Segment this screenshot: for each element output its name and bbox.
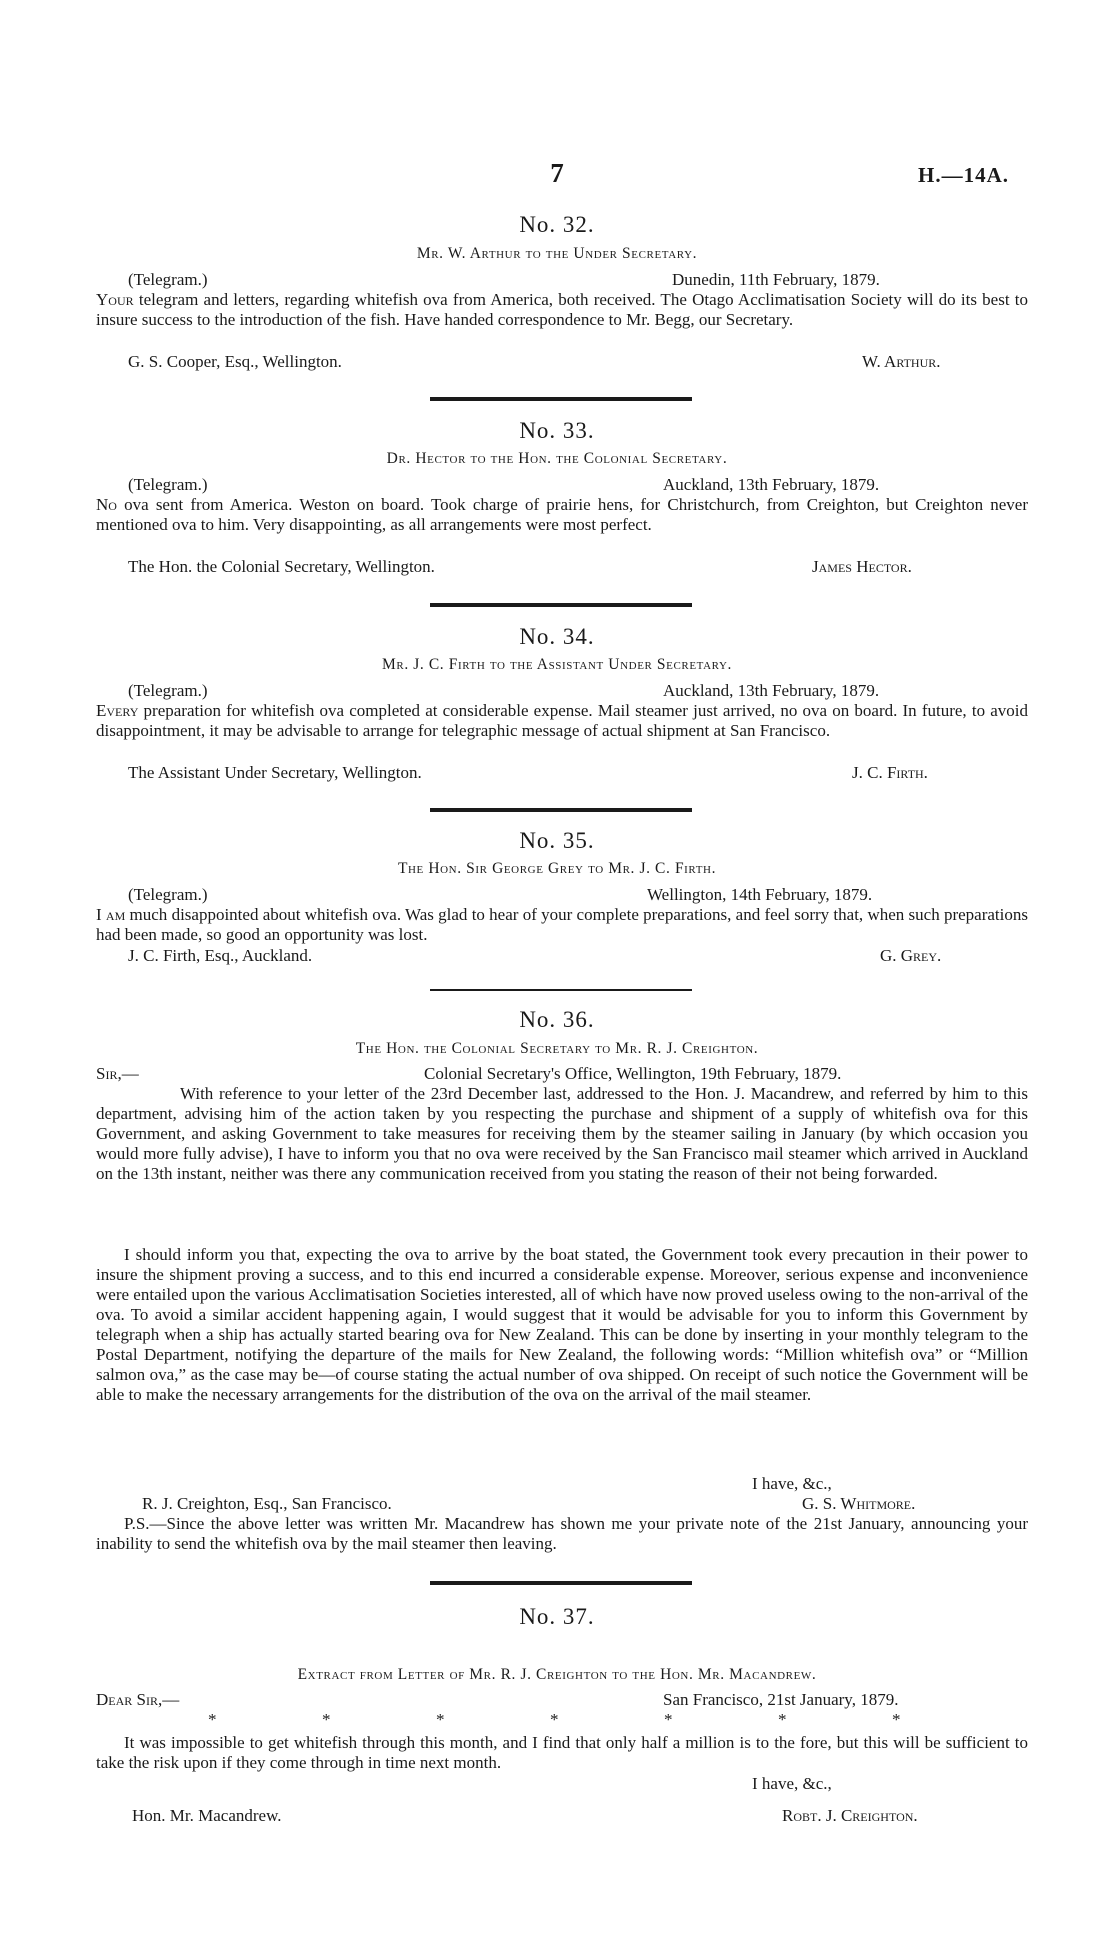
dateline: Auckland, 13th February, 1879. bbox=[663, 475, 880, 494]
section-number: No. 37. bbox=[519, 1604, 595, 1629]
section-title: Mr. W. Arthur to the Under Secretary. bbox=[416, 245, 698, 262]
section-divider bbox=[430, 1581, 692, 1585]
paragraph-text: I should inform you that, expecting the ova to arrive by the boat stated, the Government took every precaution in their power to insure the shipment proving a success, and to this end incurred a considerable expense. Moreover, serious expense and inconvenience were entailed upon the various Acclimatisation Societies interested, all of which have now proved useless owing to the non-arrival of the ova. To avoid a similar accident happening again, I would suggest that it would be advisable for you to inform this Government by telegraph when a ship has actually started bearing ova for New Zealand. This can be done by inserting in your monthly telegram to the Postal Department, notifying the departure of the mails for New Zealand, the following words: “Million whitefish ova” or “Million salmon ova,” as the case may be—of course stating the actual number of ova shipped. On receipt of such notice the Government will be able to make the necessary arrangements for the distribution of the ova on the arrival of the mail steamer. bbox=[96, 1245, 1028, 1404]
dateline: Colonial Secretary's Office, Wellington, 19th February, 1879. bbox=[424, 1064, 842, 1083]
signature: G. S. Whitmore. bbox=[802, 1494, 916, 1513]
closing: I have, &c., bbox=[752, 1774, 832, 1793]
salutation: Dear Sir,— bbox=[96, 1690, 180, 1709]
section-number: No. 33. bbox=[519, 418, 595, 443]
salutation: Sir,— bbox=[96, 1064, 139, 1083]
letter-paragraph bbox=[96, 1733, 1028, 1773]
message-body bbox=[96, 290, 1028, 330]
postscript bbox=[96, 1514, 1028, 1554]
signature: W. Arthur. bbox=[862, 352, 941, 371]
telegram-label: (Telegram.) bbox=[128, 681, 208, 700]
paragraph-text: It was impossible to get whitefish through this month, and I find that only half a million is to the fore, but this will be sufficient to take the risk upon if they come through in time next month. bbox=[96, 1733, 1028, 1772]
signature: Robt. J. Creighton. bbox=[782, 1806, 918, 1825]
section-number: No. 32. bbox=[519, 212, 595, 237]
section-number: No. 35. bbox=[519, 828, 595, 853]
body-lead: I am bbox=[96, 905, 126, 924]
message-body bbox=[96, 701, 1028, 741]
star: * bbox=[436, 1710, 445, 1729]
section-title: Dr. Hector to the Hon. the Colonial Secretary. bbox=[386, 450, 728, 467]
section-divider bbox=[430, 603, 692, 607]
star: * bbox=[778, 1710, 787, 1729]
addressee: The Hon. the Colonial Secretary, Wellington. bbox=[128, 557, 435, 576]
dateline: San Francisco, 21st January, 1879. bbox=[663, 1690, 899, 1709]
body-text: ova sent from America. Weston on board. Took charge of prairie hens, for Christchurch, from Creighton, but Creighton never mentioned ova to him. Very disappointing, as all arrangements were most perfect. bbox=[96, 495, 1028, 534]
star: * bbox=[892, 1710, 901, 1729]
body-lead: No bbox=[96, 495, 117, 514]
section-number: No. 34. bbox=[519, 624, 595, 649]
section-divider bbox=[430, 397, 692, 401]
star: * bbox=[322, 1710, 331, 1729]
signature: J. C. Firth. bbox=[852, 763, 928, 782]
body-text: telegram and letters, regarding whitefish ova from America, both received. The Otago Acclimatisation Society will do its best to insure success to the introduction of the fish. Have handed correspondence to Mr. Begg, our Secretary. bbox=[96, 290, 1028, 329]
telegram-label: (Telegram.) bbox=[128, 885, 208, 904]
addressee: J. C. Firth, Esq., Auckland. bbox=[128, 946, 313, 965]
section-title: Mr. J. C. Firth to the Assistant Under Secretary. bbox=[382, 656, 732, 673]
dateline: Dunedin, 11th February, 1879. bbox=[672, 270, 880, 289]
body-text: preparation for whitefish ova completed at considerable expense. Mail steamer just arrived, no ova on board. In future, to avoid disappointment, it may be advisable to arrange for telegraphic message of actual shipment at San Francisco. bbox=[96, 701, 1028, 740]
letter-paragraph bbox=[96, 1084, 1028, 1184]
star: * bbox=[550, 1710, 559, 1729]
telegram-label: (Telegram.) bbox=[128, 475, 208, 494]
addressee: G. S. Cooper, Esq., Wellington. bbox=[128, 352, 342, 371]
star: * bbox=[208, 1710, 217, 1729]
dateline: Auckland, 13th February, 1879. bbox=[663, 681, 880, 700]
message-body bbox=[96, 495, 1028, 535]
dateline: Wellington, 14th February, 1879. bbox=[647, 885, 873, 904]
body-text: much disappointed about whitefish ova. Was glad to hear of your complete preparations, and feel sorry that, when such preparations had been made, so good an opportunity was lost. bbox=[96, 905, 1028, 944]
addressee: Hon. Mr. Macandrew. bbox=[132, 1806, 282, 1825]
addressee: R. J. Creighton, Esq., San Francisco. bbox=[142, 1494, 392, 1513]
page-number: 7 bbox=[550, 158, 564, 188]
telegram-label: (Telegram.) bbox=[128, 270, 208, 289]
message-body bbox=[96, 905, 1028, 945]
document-reference: H.—14A. bbox=[918, 163, 1009, 187]
closing: I have, &c., bbox=[752, 1474, 832, 1493]
section-title: The Hon. Sir George Grey to Mr. J. C. Firth. bbox=[397, 860, 717, 877]
section-divider bbox=[430, 989, 692, 991]
paragraph-text: With reference to your letter of the 23rd December last, addressed to the Hon. J. Macandrew, and referred by him to this department, advising him of the action taken by you respecting the purchase and shipment of a supply of whitefish ova for this Government, and asking Government to take measures for receiving them by the steamer sailing in January (by which occasion you would more fully advise), I have to inform you that no ova were received by the San Francisco mail steamer which arrived in Auckland on the 13th instant, neither was there any communication received from you stating the reason of their not being forwarded. bbox=[96, 1084, 1028, 1183]
addressee: The Assistant Under Secretary, Wellington. bbox=[128, 763, 422, 782]
signature: James Hector. bbox=[812, 557, 912, 576]
section-number: No. 36. bbox=[519, 1007, 595, 1032]
postscript-text: P.S.—Since the above letter was written Mr. Macandrew has shown me your private note of the 21st January, announcing your inability to send the whitefish ova by the mail steamer then leaving. bbox=[96, 1514, 1028, 1553]
star: * bbox=[664, 1710, 673, 1729]
section-divider bbox=[430, 808, 692, 812]
section-title: Extract from Letter of Mr. R. J. Creighton to the Hon. Mr. Macandrew. bbox=[297, 1666, 817, 1683]
signature: G. Grey. bbox=[880, 946, 942, 965]
body-lead: Your bbox=[96, 290, 134, 309]
section-title: The Hon. the Colonial Secretary to Mr. R. J. Creighton. bbox=[355, 1040, 759, 1057]
body-lead: Every bbox=[96, 701, 139, 720]
letter-paragraph bbox=[96, 1245, 1028, 1405]
